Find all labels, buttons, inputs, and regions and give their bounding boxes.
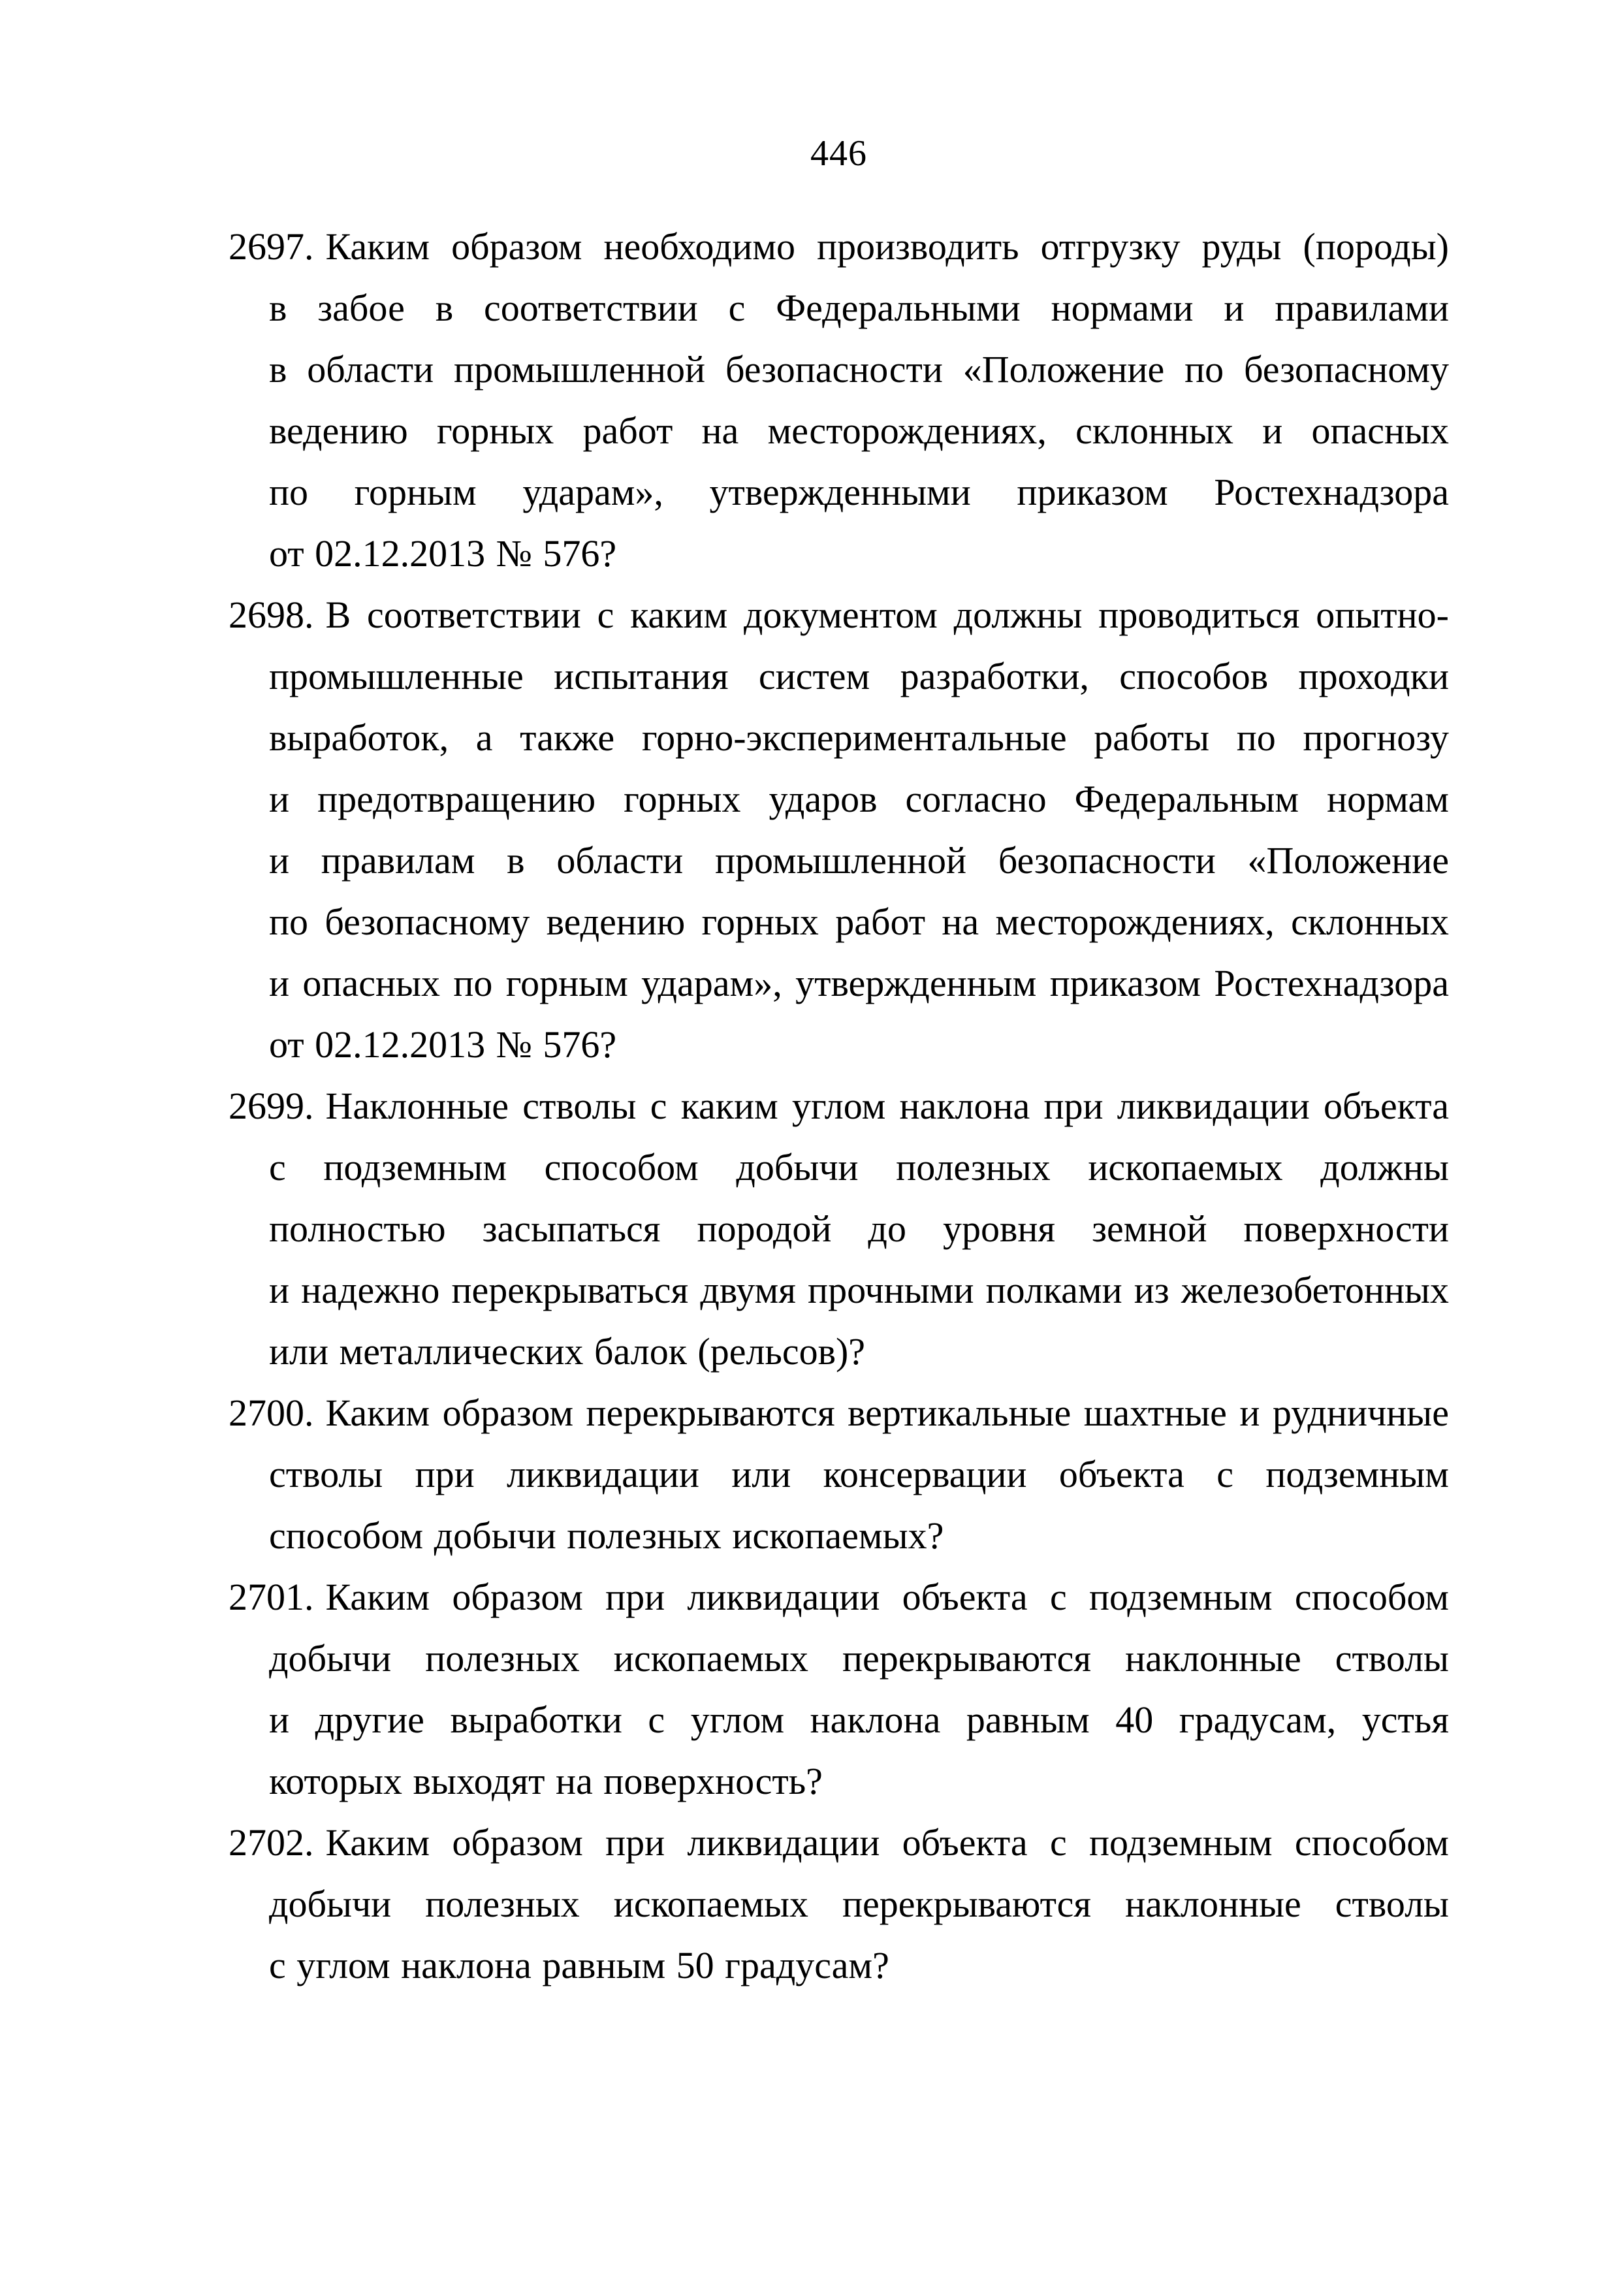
- question-number: 2702.: [229, 1821, 314, 1864]
- question-item-2697: [229, 216, 1449, 584]
- question-text: Каким образом при ликвидации объекта с подземным способом добычи полезных ископаемых перекрываются наклонные стволы и другие выработки с углом наклона равным 40 градусам, устья которых выходят на поверхность?: [269, 1576, 1449, 1802]
- question-text: Каким образом необходимо производить отгрузку руды (породы) в забое в соответствии с Федеральными нормами и правилами в области промышленной безопасности «Положение по безопасному ведению горных работ на месторождениях, склонных и опасных по горным ударам», утвержденными приказом Ростехнадзора от 02.12.2013 № 576?: [269, 225, 1449, 575]
- question-item-2701: [229, 1567, 1449, 1812]
- question-number: 2697.: [229, 225, 314, 268]
- question-text: В соответствии с каким документом должны проводиться опытно-промышленные испытания систем разработки, способов проходки выработок, а также горно-экспериментальные работы по прогнозу и предотвращению горных ударов согласно Федеральным нормам и правилам в области промышленной безопасности «Положение по безопасному ведению горных работ на месторождениях, склонных и опасных по горным ударам», утвержденным приказом Ростехнадзора от 02.12.2013 № 576?: [269, 594, 1449, 1066]
- question-text: Каким образом перекрываются вертикальные шахтные и рудничные стволы при ликвидации или консервации объекта с подземным способом добычи полезных ископаемых?: [269, 1392, 1449, 1557]
- question-number: 2701.: [229, 1576, 314, 1618]
- questions-list: [229, 216, 1449, 1996]
- question-text: Каким образом при ликвидации объекта с подземным способом добычи полезных ископаемых перекрываются наклонные стволы с углом наклона равным 50 градусам?: [269, 1821, 1449, 1986]
- question-item-2699: [229, 1076, 1449, 1382]
- question-number: 2699.: [229, 1085, 314, 1127]
- question-item-2702: [229, 1812, 1449, 1996]
- question-item-2698: [229, 584, 1449, 1076]
- question-item-2700: [229, 1382, 1449, 1567]
- question-text: Наклонные стволы с каким углом наклона при ликвидации объекта с подземным способом добычи полезных ископаемых должны полностью засыпаться породой до уровня земной поверхности и надежно перекрываться двумя прочными полками из железобетонных или металлических балок (рельсов)?: [269, 1085, 1449, 1373]
- question-number: 2698.: [229, 594, 314, 636]
- question-number: 2700.: [229, 1392, 314, 1434]
- page-number: 446: [810, 133, 867, 174]
